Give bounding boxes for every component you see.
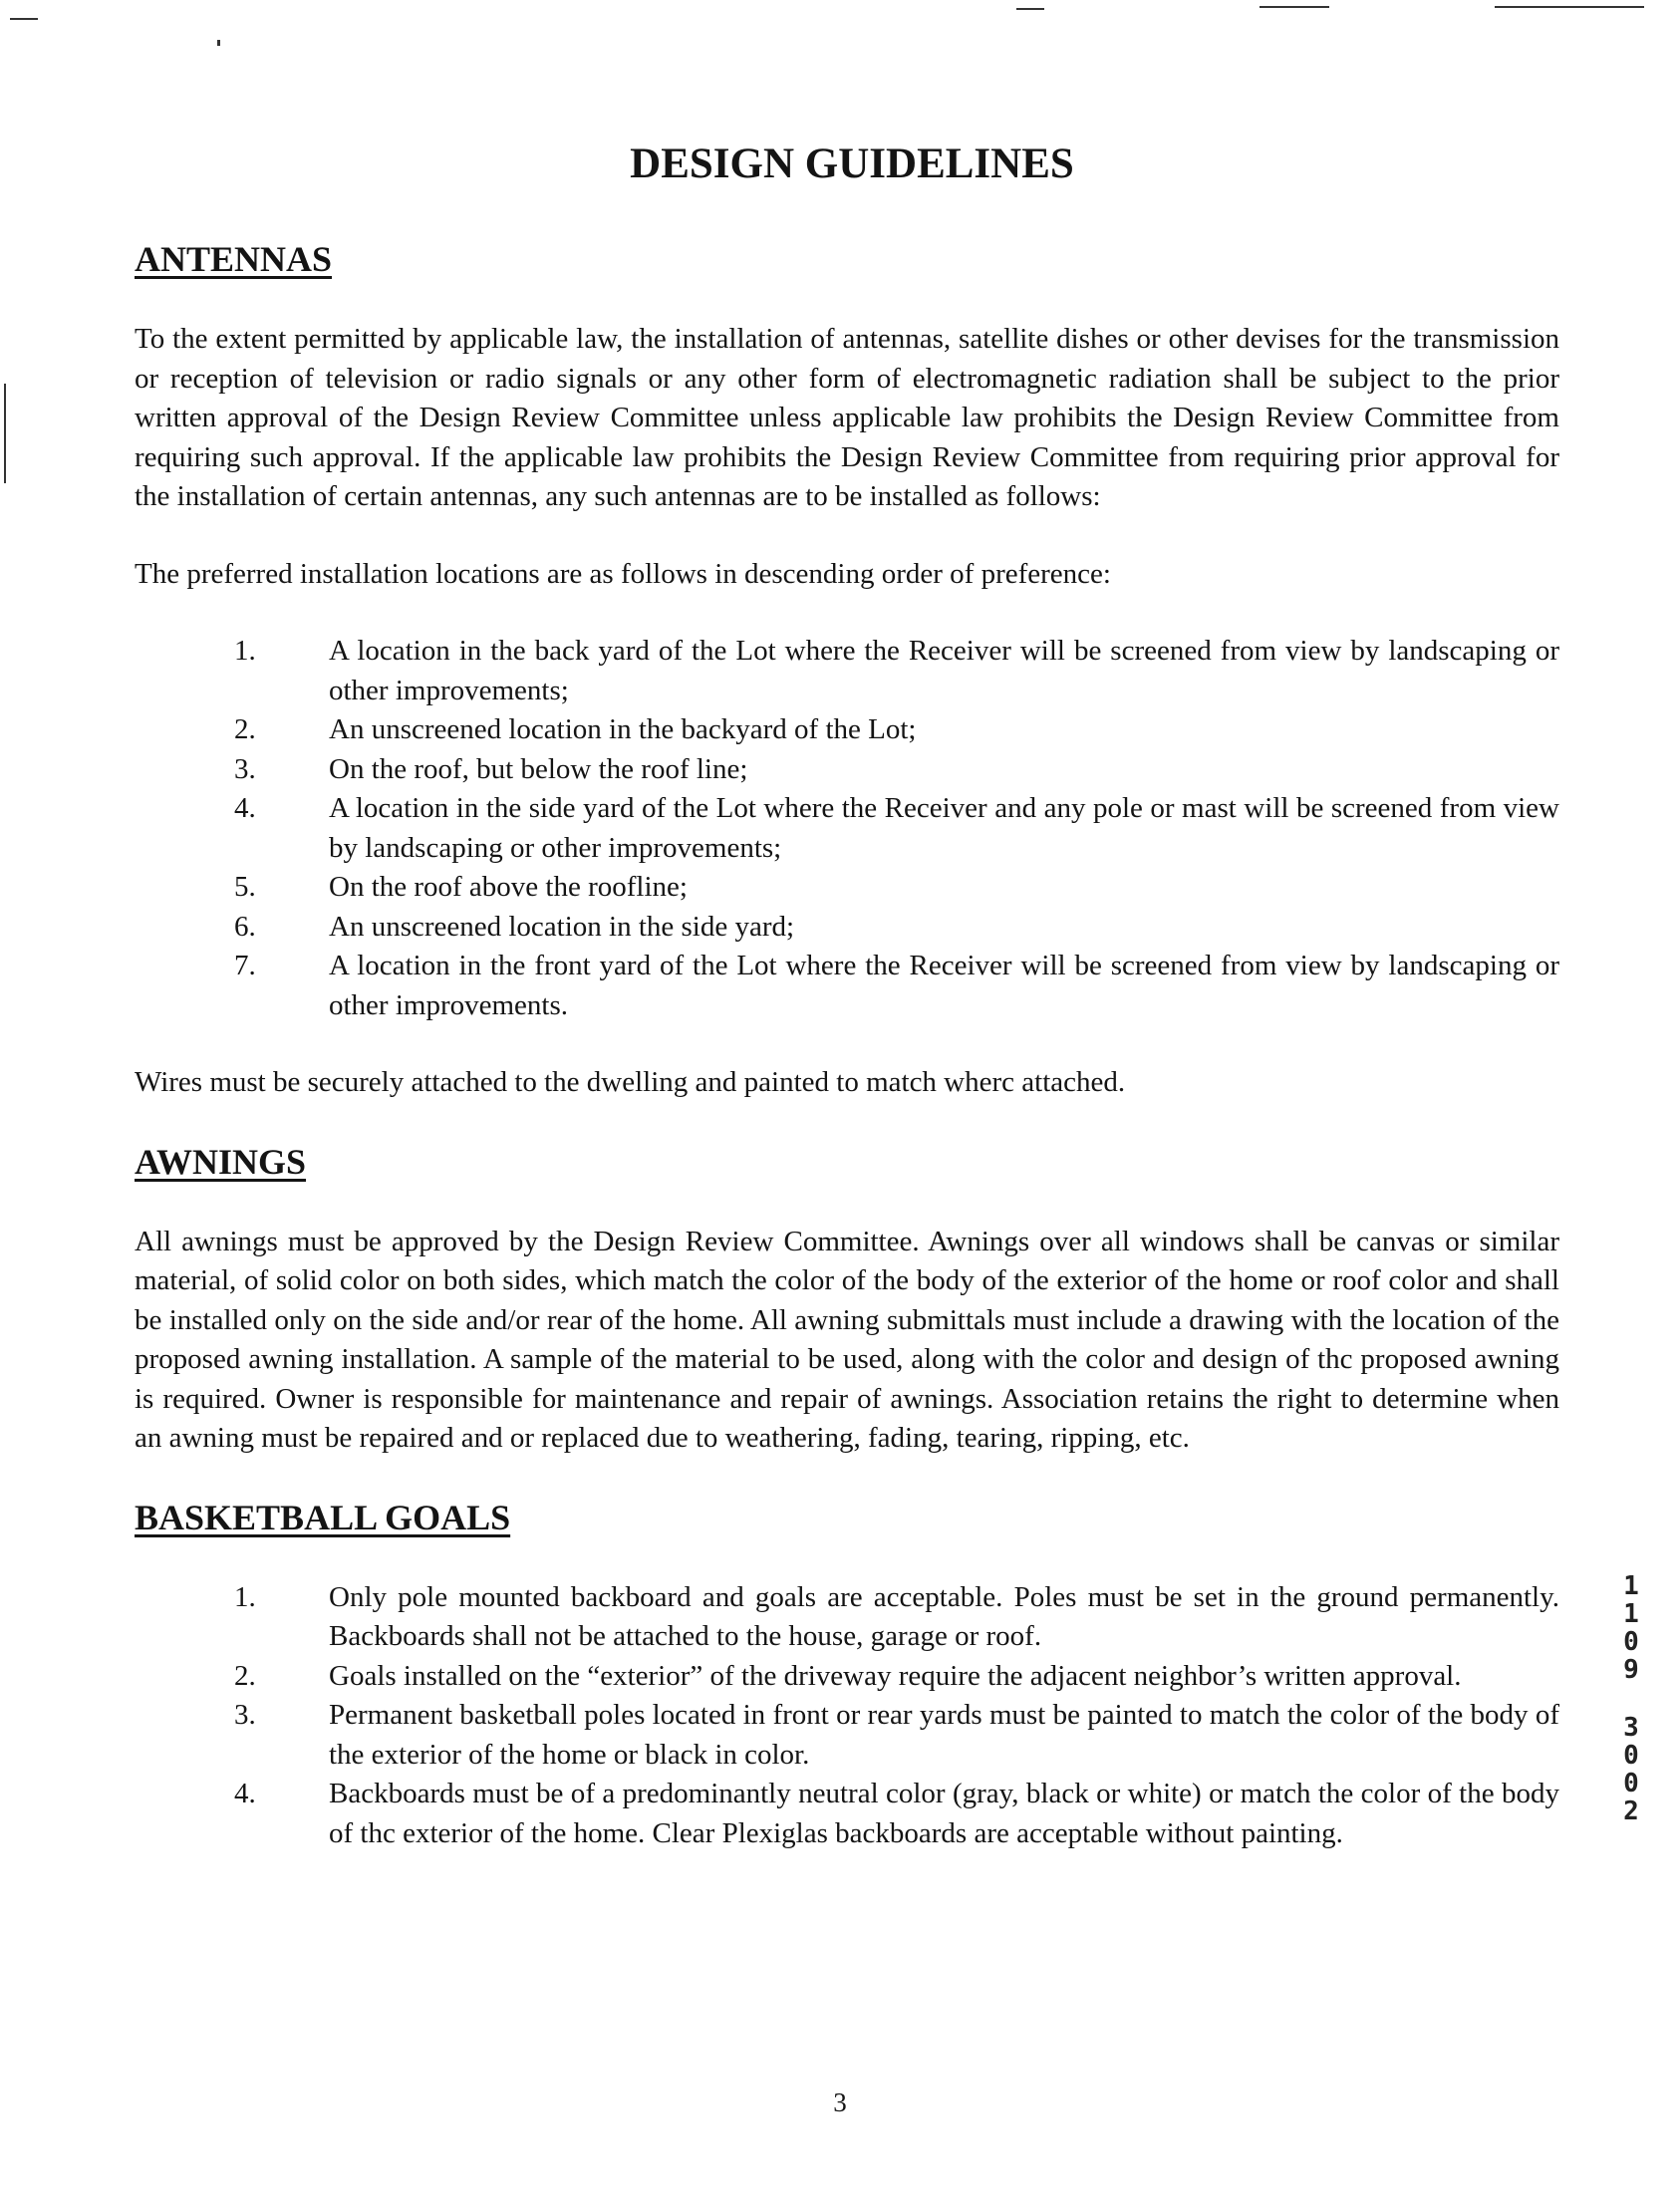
list-item	[135, 789, 1559, 868]
list-item-number: 1.	[234, 1580, 256, 1613]
list-item-number: 4.	[234, 1778, 256, 1809]
list-item	[135, 868, 1559, 908]
list-item	[135, 1775, 1559, 1853]
list-item-text: On the roof, but below the roof line;	[329, 752, 748, 785]
list-item-number: 3.	[234, 752, 256, 785]
section-antennas	[135, 238, 1559, 1103]
section-heading-basketball-goals: BASKETBALL GOALS	[135, 1497, 511, 1537]
list-item-number: 3.	[234, 1699, 256, 1731]
side-stamp-digit: 1	[1623, 1599, 1639, 1629]
list-item	[135, 1657, 1559, 1697]
side-stamp-digit: 0	[1623, 1741, 1639, 1771]
antennas-location-list	[135, 632, 1559, 1025]
side-stamp-digit: 0	[1623, 1627, 1639, 1657]
side-stamp-digit: 1	[1623, 1571, 1639, 1601]
scan-mark-top-left	[10, 18, 38, 20]
section-basketball-goals	[135, 1497, 1559, 1854]
list-item	[135, 908, 1559, 948]
side-stamp-digit: 0	[1623, 1769, 1639, 1798]
list-item-text: Backboards must be of a predominantly neutral color (gray, black or white) or match the color of the body of thc exterior of the home. Clear Plexiglas backboards are acceptable without painting.	[329, 1778, 1559, 1849]
antennas-preference-paragraph: The preferred installation locations are as follows in descending order of preference:	[135, 557, 1111, 590]
list-item-number: 2.	[234, 1659, 256, 1692]
section-heading-awnings: AWNINGS	[135, 1141, 307, 1182]
awnings-paragraph: All awnings must be approved by the Design Review Committee. Awnings over all windows shall be canvas or similar material, of solid color on both sides, which match the color of the body of the exterior of the home or roof color and shall be installed only on the side and/or rear of the home. All awning submittals must include a drawing with the location of the proposed awning installation. A sample of the material to be used, along with the color and design of thc proposed awning is required. Owner is responsible for maintenance and repair of awnings. Association retains the right to determine when an awning must be repaired and or replaced due to weathering, fading, tearing, ripping, etc.	[135, 1225, 1559, 1454]
section-awnings	[135, 1141, 1559, 1459]
list-item-number: 6.	[234, 910, 256, 943]
list-item-text: A location in the back yard of the Lot where the Receiver will be screened from view by landscaping or other improvements;	[329, 635, 1559, 706]
list-item	[135, 1578, 1559, 1657]
document-body	[135, 139, 1559, 1891]
list-item	[135, 947, 1559, 1025]
section-heading-antennas: ANTENNAS	[135, 239, 333, 279]
scan-mark-top-center	[1016, 8, 1044, 10]
scan-mark-left-margin	[4, 384, 6, 483]
scan-mark-top-right-2	[1495, 6, 1644, 8]
scan-mark-top-right-1	[1260, 6, 1329, 8]
list-item-number: 5.	[234, 871, 256, 903]
list-item-text: A location in the front yard of the Lot where the Receiver will be screened from view by landscaping or other improvements.	[329, 950, 1559, 1021]
list-item-text: Goals installed on the “exterior” of the driveway require the adjacent neighbor’s written approval.	[329, 1659, 1462, 1692]
list-item-text: An unscreened location in the backyard of the Lot;	[329, 713, 917, 745]
side-stamp-digit: 3	[1623, 1713, 1639, 1743]
list-item-number: 2.	[234, 713, 256, 745]
antennas-wires-note: Wires must be securely attached to the dwelling and painted to match wherc attached.	[135, 1066, 1126, 1098]
basketball-goals-list	[135, 1578, 1559, 1854]
list-item-number: 1.	[234, 635, 256, 667]
list-item	[135, 632, 1559, 710]
list-item	[135, 750, 1559, 790]
list-item-text: Permanent basketball poles located in front or rear yards must be painted to match the color of the body of the exterior of the home or black in color.	[329, 1699, 1559, 1771]
side-stamp-number	[1616, 1572, 1646, 1825]
list-item	[135, 710, 1559, 750]
list-item-text: Only pole mounted backboard and goals are acceptable. Poles must be set in the ground permanently. Backboards shall not be attached to the house, garage or roof.	[329, 1580, 1559, 1652]
page-title: DESIGN GUIDELINES	[630, 140, 1074, 187]
list-item-number: 7.	[234, 950, 256, 981]
side-stamp-digit: 2	[1623, 1796, 1639, 1826]
side-stamp-digit: 9	[1623, 1655, 1639, 1685]
scan-mark-dot	[217, 40, 220, 46]
page-number: 3	[833, 2087, 847, 2117]
list-item	[135, 1696, 1559, 1775]
antennas-intro-paragraph: To the extent permitted by applicable law, the installation of antennas, satellite dishes or other devises for the transmission or reception of television or radio signals or any other form of electromagnetic radiation shall be subject to the prior written approval of the Design Review Committee unless applicable law prohibits the Design Review Committee from requiring such approval. If the applicable law prohibits the Design Review Committee from requiring prior approval for the installation of certain antennas, any such antennas are to be installed as follows:	[135, 323, 1559, 512]
list-item-text: An unscreened location in the side yard;	[329, 910, 795, 943]
list-item-text: On the roof above the roofline;	[329, 871, 688, 903]
list-item-text: A location in the side yard of the Lot where the Receiver and any pole or mast will be screened from view by landscaping or other improvements;	[329, 792, 1559, 864]
list-item-number: 4.	[234, 792, 256, 824]
